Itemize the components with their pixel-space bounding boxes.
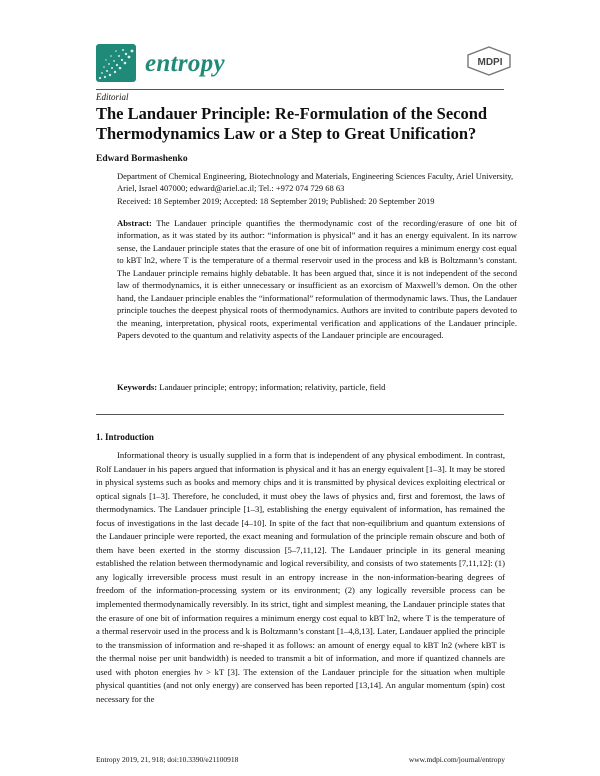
article-dates: Received: 18 September 2019; Accepted: 18 September 2019; Published: 20 September 2019 bbox=[117, 196, 435, 206]
keywords bbox=[117, 382, 517, 392]
section-heading: 1. Introduction bbox=[96, 432, 154, 442]
article-type: Editorial bbox=[96, 92, 129, 102]
header-divider bbox=[96, 89, 504, 90]
section-divider bbox=[96, 414, 504, 415]
footer-citation: Entropy 2019, 21, 918; doi:10.3390/e21100918 bbox=[96, 755, 239, 764]
abstract-text: The Landauer principle quantifies the thermodynamic cost of the recording/erasure of one bit of information, as it was stated by its author: “information is physical” and it has an energy equivalent. In its narrow sense, the Landauer principle states that the erasure of one bit of information requires a minimum energy cost equal to kBT ln2, where T is the temperature of a thermal reservoir used in the process and kB is Boltzmann’s constant. The Landauer principle remains highly debatable. It has been argued that, since it is not independent of the second law of thermodynamics, it is either unnecessary or insufficient as an exorcism of Maxwell’s demon. On the other hand, the Landauer principle enables the “informational” reformulation of thermodynamic laws. Thus, the Landauer principle touches the deepest physical roots of thermodynamics. Authors are invited to contribute papers devoted to the meaning, interpretation, physical roots, experimental verification and applications of the Landauer principle. Papers devoted to the quantum and relativity aspects of the Landauer principle are encouraged. bbox=[117, 218, 517, 341]
journal-logo bbox=[96, 44, 136, 82]
keywords-text: Landauer principle; entropy; information; relativity, particle, field bbox=[159, 382, 386, 392]
keywords-label: Keywords: bbox=[117, 382, 158, 392]
abstract-label: Abstract: bbox=[117, 218, 152, 228]
body-paragraph: Informational theory is usually supplied in a form that is independent of any physical embodiment. In contrast, Rolf Landauer in his papers argued that information is physical and it has an energy equivalent [1–3]. It may be stored in physical systems such as books and memory chips and it is transmitted by physical devices exploiting electrical or optical signals [1–3]. Therefore, he concluded, it must obey the laws of physics and, first and foremost, the laws of thermodynamics. The Landauer principle [1–3], establishing the energy equivalent of information, has remained the focus of investigations in the last decade [4–10]. In spite of the fact that non-equilibrium and quantum extensions of the Landauer principle were reported, the exact meaning and formulation of the principle remain obscure and both of them have been exerted in the stormy discussion [5–7,11,12]. The Landauer principle in its general meaning established the relation between thermodynamic and logical reversibility, and consists of two statements [7,11,12]: (1) any logically irreversible process must result in an entropy increase in the non-information-bearing degrees of freedom of the information-processing system or its environment; (2) any logically reversible process can be implemented thermodynamically reversibly. In its strict, tight and simplest meaning, the Landauer principle states that the erasure of one bit of information requires a minimum energy cost equal to kBT ln2, where T is the temperature of a thermal reservoir used in the process and k is Boltzmann’s constant [1–4,8,13]. Later, Landauer applied the principle to the transmission of information and re-shaped it as follows: an amount of energy equal to kBT ln2 (where kBT is the thermal noise per unit bandwidth) is needed to transmit a bit of information, and more if quantized channels are used with photon energies hν > kT [3]. The extension of the Landauer principle for the situation when multiple physical quantities (and not only energy) are conserved has been reported [13,14]. An angular momentum (spin) cost necessary for the bbox=[96, 450, 505, 704]
footer-url[interactable]: www.mdpi.com/journal/entropy bbox=[408, 755, 505, 764]
author-name: Edward Bormashenko bbox=[96, 154, 188, 164]
abstract bbox=[117, 217, 517, 342]
publisher-logo-text: MDPI bbox=[477, 57, 503, 68]
article-title: The Landauer Principle: Re-Formulation of the Second Thermodynamics Law or a Step to Great Unification? bbox=[96, 104, 488, 143]
author-affiliation: Department of Chemical Engineering, Biotechnology and Materials, Engineering Sciences Faculty, Ariel University, Ariel, Israel 407000; edward@ariel.ac.il; Tel.: +972 074 729 68 63 bbox=[117, 171, 514, 193]
journal-name: entropy bbox=[145, 50, 225, 77]
